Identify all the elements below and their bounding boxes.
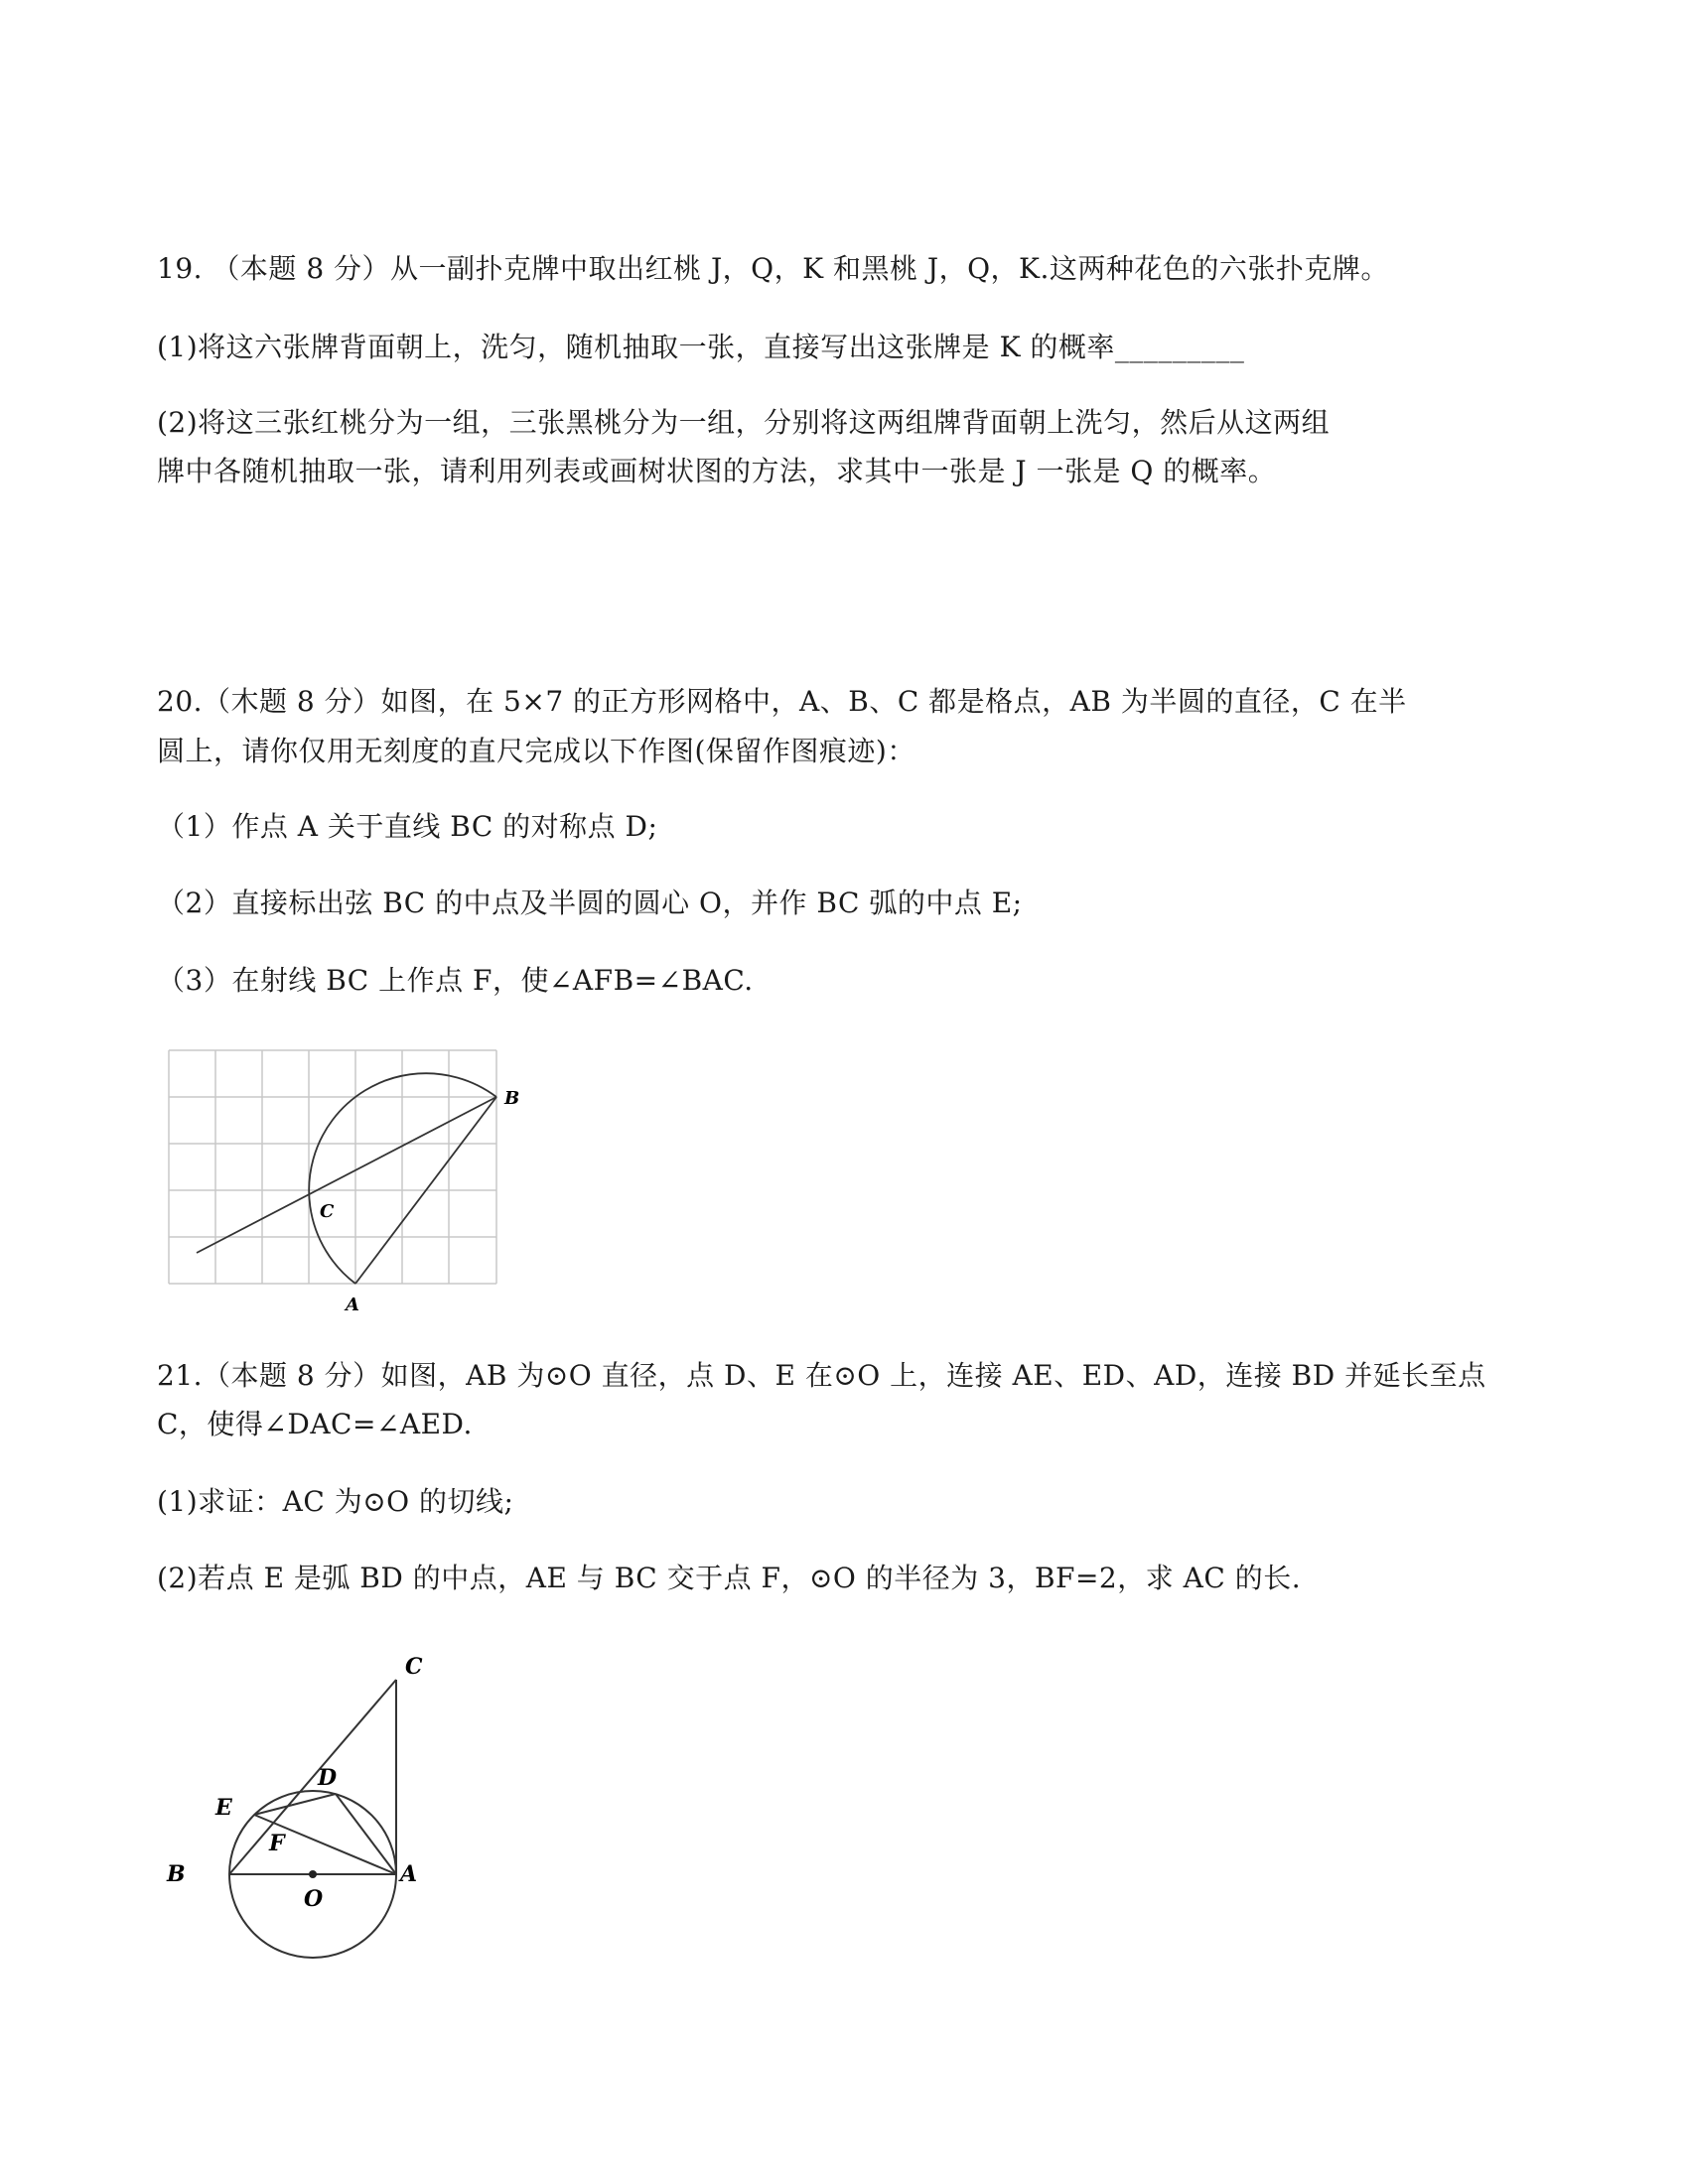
q21-part2: (2)若点 E 是弧 BD 的中点，AE 与 BC 交于点 F，⊙O 的半径为 3，BF=2，求 AC 的长. — [157, 1562, 1302, 1594]
q20-part2: （2）直接标出弦 BC 的中点及半圆的圆心 O，并作 BC 弧的中点 E; — [157, 887, 1023, 919]
q20-part1: （1）作点 A 关于直线 BC 的对称点 D; — [157, 810, 658, 843]
q20-grid-diagram — [159, 1042, 556, 1320]
q21-stem-line1: 21.（本题 8 分）如图，AB 为⊙O 直径，点 D、E 在⊙O 上，连接 AE、ED、AD，连接 BD 并延长至点 — [157, 1359, 1486, 1392]
q20-part3: （3）在射线 BC 上作点 F，使∠AFB=∠BAC. — [157, 964, 754, 997]
q20-grid-lines — [169, 1050, 496, 1284]
q21-label-f: F — [269, 1831, 285, 1856]
q19-part2-line1: (2)将这三张红桃分为一组，三张黑桃分为一组，分别将这两组牌背面朝上洗匀，然后从这两组 — [157, 406, 1331, 439]
q19-stem: 19. （本题 8 分）从一副扑克牌中取出红桃 J，Q，K 和黑桃 J，Q，K.这两种花色的六张扑克牌。 — [157, 252, 1389, 285]
q20-label-a: A — [346, 1295, 359, 1315]
q21-label-d: D — [318, 1765, 338, 1791]
q19-part2-line2: 牌中各随机抽取一张，请利用列表或画树状图的方法，求其中一张是 J 一张是 Q 的概率。 — [157, 455, 1277, 487]
q21-part1: (1)求证：AC 为⊙O 的切线; — [157, 1485, 514, 1518]
q21-label-e: E — [215, 1795, 232, 1821]
q20-label-b: B — [504, 1088, 520, 1109]
q21-circle-diagram — [149, 1638, 487, 2015]
q21-line-bc — [229, 1680, 396, 1874]
q20-stem-line1: 20.（木题 8 分）如图，在 5×7 的正方形网格中，A、B、C 都是格点，AB 为半圆的直径，C 在半 — [157, 685, 1407, 718]
q21-label-o: O — [304, 1886, 324, 1912]
q20-figure — [159, 1042, 556, 1320]
q21-label-c: C — [405, 1654, 423, 1680]
q21-figure — [149, 1638, 487, 2015]
q20-label-c: C — [320, 1201, 335, 1222]
q21-label-b: B — [167, 1861, 186, 1887]
q21-label-a: A — [400, 1861, 418, 1887]
q21-stem-line2: C，使得∠DAC=∠AED. — [157, 1408, 473, 1440]
q21-center-dot — [309, 1870, 317, 1878]
q20-stem-line2: 圆上，请你仅用无刻度的直尺完成以下作图(保留作图痕迹)： — [157, 735, 915, 767]
q19-part1: (1)将这六张牌背面朝上，洗匀，随机抽取一张，直接写出这张牌是 K 的概率_________ — [157, 331, 1245, 363]
q20-ray-bc — [197, 1097, 496, 1253]
